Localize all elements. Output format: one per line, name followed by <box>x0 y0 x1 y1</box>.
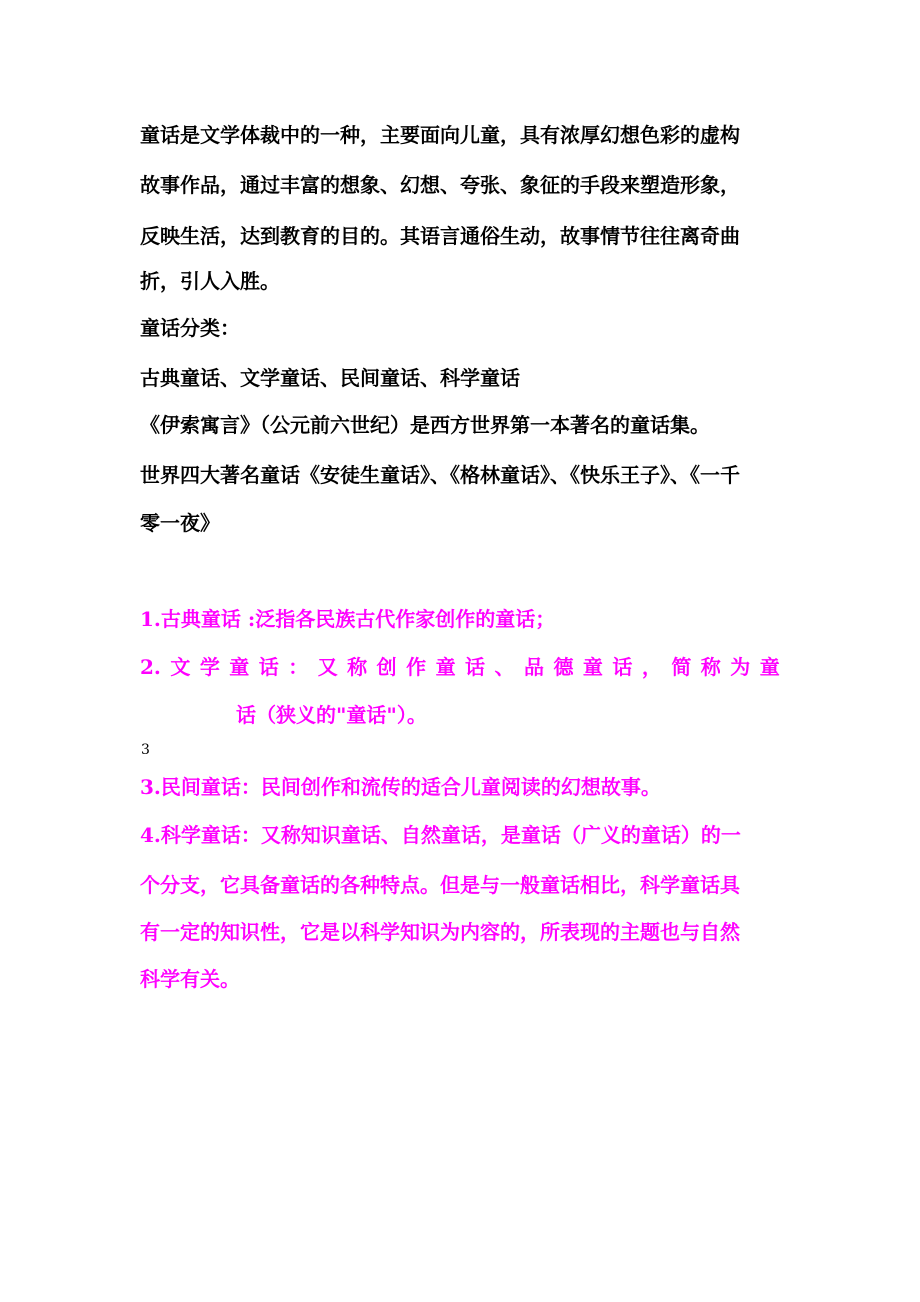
definition-item-2-char: 创 <box>376 655 397 679</box>
definition-item-2-char: 2. <box>140 655 161 679</box>
definition-item-4-line: 有一定的知识性，它是以科学知识为内容的，所表现的主题也与自然 <box>140 920 740 944</box>
intro-line: 折，引人入胜。 <box>140 269 280 293</box>
intro-line: 反映生活，达到教育的目的。其语言通俗生动，故事情节往往离奇曲 <box>140 224 740 248</box>
definition-item-2-char: 话 <box>612 655 633 679</box>
definition-item-1: 1.古典童话 :泛指各民族古代作家创作的童话； <box>140 607 556 631</box>
definition-item-2-char: 品 <box>523 655 544 679</box>
definition-item-4-line: 4.科学童话：又称知识童话、自然童话，是童话（广义的童话）的一 <box>140 823 741 847</box>
definition-item-4-line: 个分支，它具备童话的各种特点。但是与一般童话相比，科学童话具 <box>140 873 740 897</box>
definition-item-2-char: 话 <box>258 655 279 679</box>
definition-item-2-line2: 话（狭义的"童话"）。 <box>236 703 427 727</box>
intro-line: 故事作品，通过丰富的想象、幻想、夸张、象征的手段来塑造形象， <box>140 173 740 197</box>
definition-item-4-line: 科学有关。 <box>140 967 240 991</box>
definition-item-2-char: 作 <box>406 655 427 679</box>
definition-item-2-char: 、 <box>494 655 515 679</box>
definition-item-2-char: 童 <box>435 655 456 679</box>
definition-item-2-char: 称 <box>700 655 721 679</box>
aesop-line: 《伊索寓言》（公元前六世纪）是西方世界第一本著名的童话集。 <box>140 413 710 437</box>
four-tales-line: 世界四大著名童话《安徒生童话》、《格林童话》、《快乐王子》、《一千 <box>140 463 740 487</box>
definition-item-2-char: 童 <box>759 655 780 679</box>
definition-item-2-char: 为 <box>730 655 751 679</box>
intro-line: 童话是文学体裁中的一种，主要面向儿童，具有浓厚幻想色彩的虚构 <box>140 123 740 147</box>
classification-list: 古典童话、文学童话、民间童话、科学童话 <box>140 366 520 390</box>
definition-item-2-char: 童 <box>582 655 603 679</box>
definition-item-2-char: 又 <box>317 655 338 679</box>
classification-heading: 童话分类： <box>140 316 240 340</box>
definition-item-2-char: ： <box>288 655 309 679</box>
definition-item-2-char: 称 <box>347 655 368 679</box>
definition-item-2-char: ， <box>641 655 662 679</box>
four-tales-line: 零一夜》 <box>140 511 220 535</box>
page-number: 3 <box>141 742 150 758</box>
definition-item-2-char: 文 <box>170 655 191 679</box>
definition-item-2-char: 童 <box>229 655 250 679</box>
definition-item-2-char: 话 <box>465 655 486 679</box>
definition-item-2-char: 德 <box>553 655 574 679</box>
definition-item-2-char: 简 <box>671 655 692 679</box>
definition-item-2-char: 学 <box>199 655 220 679</box>
definition-item-3: 3.民间童话：民间创作和流传的适合儿童阅读的幻想故事。 <box>140 775 661 799</box>
definition-item-2-line1 <box>140 653 780 681</box>
